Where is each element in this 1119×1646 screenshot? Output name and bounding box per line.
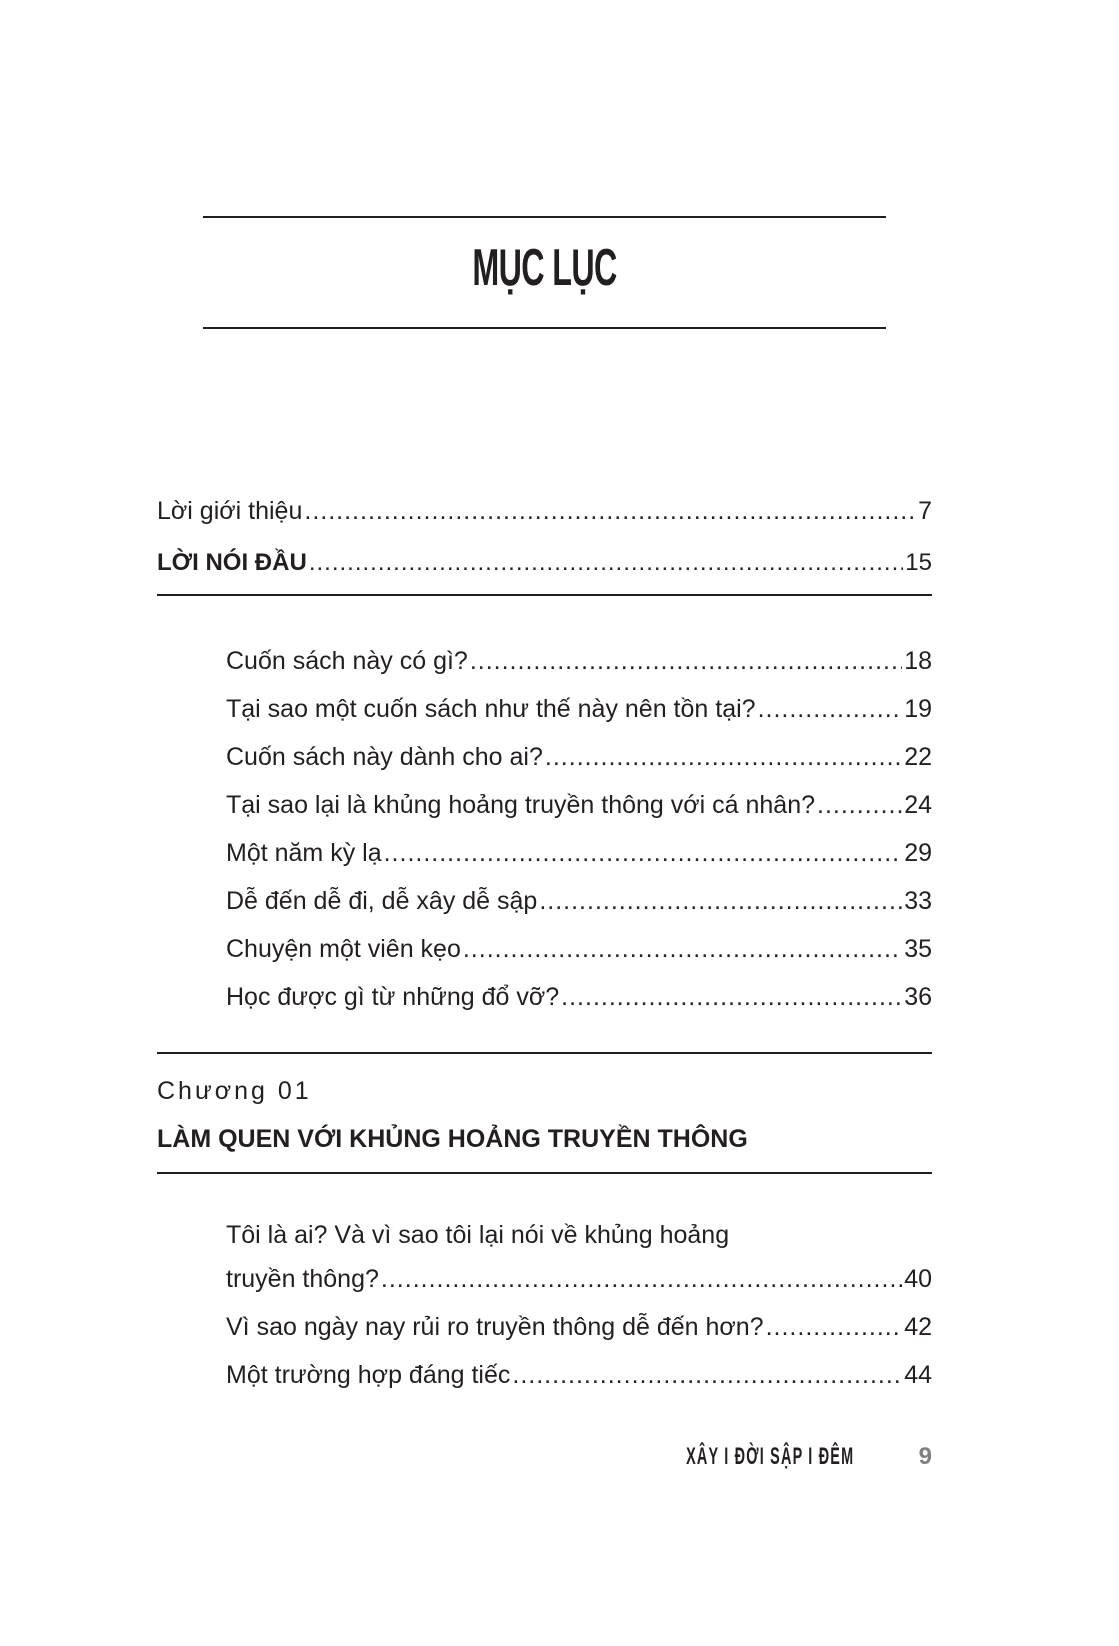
- title-rule-top: [203, 216, 886, 218]
- dot-leader: [766, 1312, 903, 1342]
- toc-entry[interactable]: [226, 1360, 932, 1390]
- dot-leader: [470, 646, 902, 676]
- entry-page: 18: [904, 647, 932, 675]
- entry-page: 7: [918, 497, 932, 525]
- entry-label: Cuốn sách này có gì?: [226, 647, 468, 675]
- toc-entry-intro[interactable]: [157, 496, 932, 526]
- chapter-number: Chương 01: [157, 1077, 312, 1105]
- dot-leader: [545, 742, 902, 772]
- chapter-title[interactable]: LÀM QUEN VỚI KHỦNG HOẢNG TRUYỀN THÔNG: [157, 1125, 748, 1153]
- dot-leader: [758, 694, 903, 724]
- dot-leader: [817, 790, 902, 820]
- dot-leader: [512, 1360, 902, 1390]
- entry-page: 19: [904, 695, 932, 723]
- toc-entry-wrap-line[interactable]: Tôi là ai? Và vì sao tôi lại nói về khủng hoảng: [226, 1221, 730, 1249]
- title-rule-bottom: [203, 327, 886, 329]
- dot-leader: [561, 982, 902, 1012]
- entry-page: 15: [905, 549, 932, 576]
- dot-leader: [309, 548, 903, 578]
- chapter-divider-top: [157, 1052, 932, 1054]
- entry-label: Học được gì từ những đổ vỡ?: [226, 983, 560, 1011]
- toc-entry[interactable]: [226, 1312, 932, 1342]
- entry-page: 44: [904, 1361, 932, 1389]
- entry-label: truyền thông?: [226, 1265, 379, 1293]
- chapter-divider-bottom: [157, 1172, 932, 1174]
- dot-leader: [539, 886, 902, 916]
- entry-label: Tại sao một cuốn sách như thế này nên tồn tại?: [226, 695, 756, 723]
- entry-label: Tại sao lại là khủng hoảng truyền thông với cá nhân?: [226, 791, 816, 819]
- entry-page: 24: [904, 791, 932, 819]
- entry-page: 22: [904, 743, 932, 771]
- entry-page: 29: [904, 839, 932, 867]
- footer-book-title: XÂY I ĐỜI SẬP I ĐÊM: [686, 1443, 855, 1470]
- page-title: MỤC LỤC: [472, 239, 617, 297]
- toc-entry[interactable]: [226, 646, 932, 676]
- toc-entry[interactable]: [226, 934, 932, 964]
- entry-page: 35: [904, 935, 932, 963]
- footer-page-number: 9: [918, 1443, 932, 1470]
- entry-label: Một trường hợp đáng tiếc: [226, 1361, 511, 1389]
- page-footer: [640, 1440, 932, 1474]
- entry-page: 33: [904, 887, 932, 915]
- entry-label: Dễ đến dễ đi, dễ xây dễ sập: [226, 887, 538, 915]
- toc-entry[interactable]: [226, 790, 932, 820]
- toc-entry[interactable]: [226, 742, 932, 772]
- dot-leader: [463, 934, 902, 964]
- entry-label: Vì sao ngày nay rủi ro truyền thông dễ đến hơn?: [226, 1313, 764, 1341]
- toc-entry[interactable]: [226, 694, 932, 724]
- dot-leader: [304, 496, 916, 526]
- entry-label: LỜI NÓI ĐẦU: [157, 549, 307, 576]
- entry-page: 36: [904, 983, 932, 1011]
- toc-entry[interactable]: [226, 1264, 932, 1294]
- toc-entry[interactable]: [226, 838, 932, 868]
- dot-leader: [381, 1264, 902, 1294]
- toc-entry[interactable]: [226, 886, 932, 916]
- entry-label: Chuyện một viên kẹo: [226, 935, 461, 963]
- toc-entry[interactable]: [226, 982, 932, 1012]
- entry-page: 40: [904, 1265, 932, 1293]
- section-divider: [157, 594, 932, 596]
- dot-leader: [384, 838, 903, 868]
- entry-label: Cuốn sách này dành cho ai?: [226, 743, 543, 771]
- entry-label: Một năm kỳ lạ: [226, 839, 382, 867]
- entry-label: Lời giới thiệu: [157, 497, 303, 525]
- toc-entry-preface[interactable]: [157, 548, 932, 578]
- entry-page: 42: [904, 1313, 932, 1341]
